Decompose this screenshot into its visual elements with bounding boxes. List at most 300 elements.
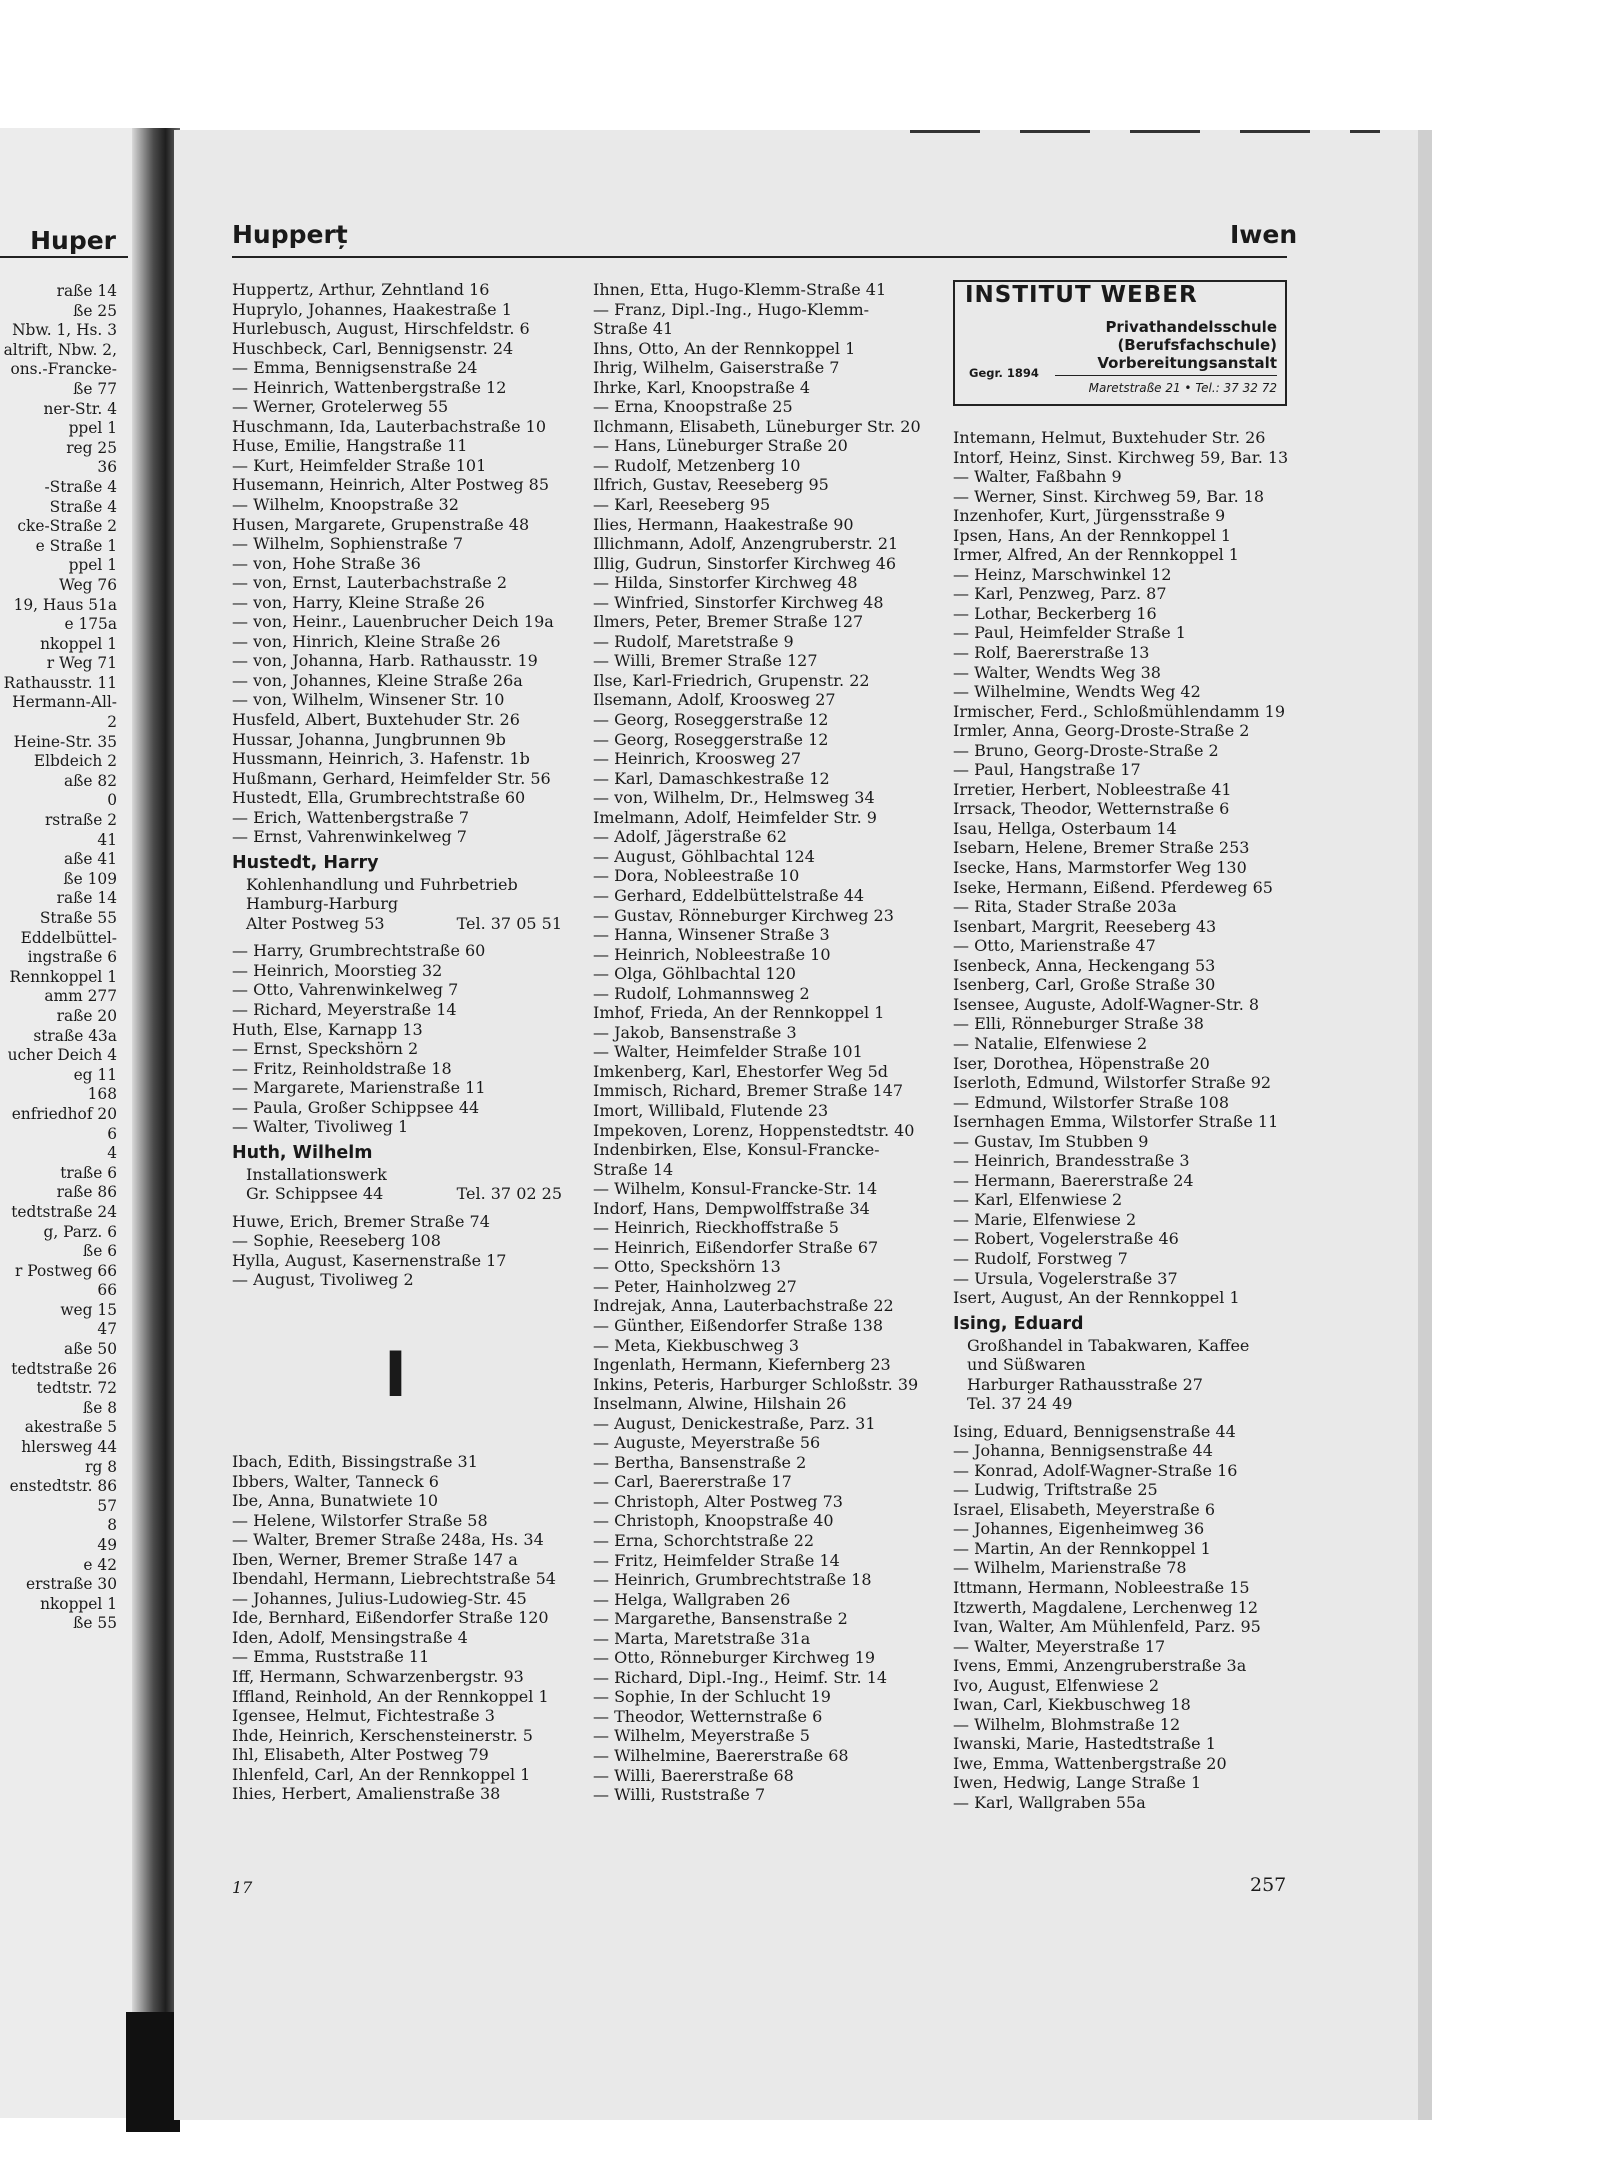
advert-rule <box>1055 375 1277 376</box>
directory-entry: — Heinrich, Wattenbergstraße 12 <box>232 377 507 397</box>
directory-entry: Isebarn, Helene, Bremer Straße 253 <box>953 838 1250 858</box>
directory-entry: — Christoph, Alter Postweg 73 <box>593 1491 843 1511</box>
directory-entry: — Christoph, Knoopstraße 40 <box>593 1511 834 1531</box>
previous-page-line: ße 109 <box>63 869 117 888</box>
directory-entry: — von, Ernst, Lauterbachstraße 2 <box>232 573 507 593</box>
directory-entry: — Johanna, Bennigsenstraße 44 <box>953 1441 1213 1461</box>
previous-page-line: raße 14 <box>56 282 117 300</box>
running-header-right: Iwen <box>1230 220 1298 249</box>
previous-page-line: 36 <box>97 458 117 477</box>
directory-entry: — Walter, Wendts Weg 38 <box>953 662 1161 682</box>
advert-line-1: Privathandelsschule <box>1105 318 1277 336</box>
directory-entry: — Walter, Heimfelder Straße 101 <box>593 1042 863 1062</box>
directory-entry: — Ursula, Vogelerstraße 37 <box>953 1268 1178 1288</box>
directory-entry: — Werner, Sinst. Kirchweg 59, Bar. 18 <box>953 486 1265 506</box>
directory-entry: — Winfried, Sinstorfer Kirchweg 48 <box>593 592 884 612</box>
directory-entry: — Bruno, Georg-Droste-Straße 2 <box>953 740 1219 760</box>
directory-entry: Hurlebusch, August, Hirschfeldstr. 6 <box>232 319 530 339</box>
previous-page-line: akestraße 5 <box>24 1418 117 1437</box>
previous-page-lines <box>0 282 117 1634</box>
directory-entry: — Heinrich, Nobleestraße 10 <box>593 944 831 964</box>
previous-page-line: reg 25 <box>66 438 117 457</box>
directory-entry: — Erna, Knoopstraße 25 <box>593 397 793 417</box>
directory-entry: — Georg, Roseggerstraße 12 <box>593 729 829 749</box>
directory-entry: Isert, August, An der Rennkoppel 1 <box>953 1288 1240 1308</box>
directory-entry: — Martin, An der Rennkoppel 1 <box>953 1538 1211 1558</box>
directory-entry: Hußmann, Gerhard, Heimfelder Str. 56 <box>232 768 551 788</box>
previous-page-line: Weg 76 <box>59 575 117 594</box>
directory-entry: Huschmann, Ida, Lauterbachstraße 10 <box>232 416 546 436</box>
previous-page-line: ße 6 <box>82 1242 117 1261</box>
directory-entry: — Günther, Eißendorfer Straße 138 <box>593 1315 884 1335</box>
page-signature: 17 <box>232 1878 253 1897</box>
running-header-left: Hupperț <box>232 220 348 249</box>
directory-entry: Irmischer, Ferd., Schloßmühlendamm 19 <box>953 701 1286 721</box>
directory-entry: — Erich, Wattenbergstraße 7 <box>232 807 470 827</box>
previous-page-header: Huper <box>30 226 116 255</box>
directory-entry: Iwe, Emma, Wattenbergstraße 20 <box>953 1753 1227 1773</box>
header-rule <box>232 256 1287 258</box>
directory-entry: — Richard, Meyerstraße 14 <box>232 1000 457 1019</box>
previous-page-line: 4 <box>107 1144 117 1163</box>
directory-entry: — Fritz, Heimfelder Straße 14 <box>593 1550 840 1570</box>
directory-entry: Ihrke, Karl, Knoopstraße 4 <box>593 377 811 397</box>
previous-page-line: traße 6 <box>60 1163 117 1182</box>
directory-entry: — von, Johanna, Harb. Rathausstr. 19 <box>232 651 538 671</box>
directory-entry: — Paul, Hangstraße 17 <box>953 760 1141 780</box>
previous-page-line: amm 277 <box>44 987 117 1006</box>
directory-entry: — Rolf, Baererstraße 13 <box>953 643 1150 663</box>
directory-entry: — Willi, Bremer Straße 127 <box>593 651 818 671</box>
directory-entry: — Johannes, Julius-Ludowieg-Str. 45 <box>232 1588 527 1608</box>
directory-entry: — Rudolf, Maretstraße 9 <box>593 631 794 651</box>
directory-entry: Ibendahl, Hermann, Liebrechtstraße 54 <box>232 1569 556 1589</box>
directory-entry: — Ernst, Vahrenwinkelweg 7 <box>232 827 467 847</box>
page-number: 257 <box>1250 1874 1287 1896</box>
previous-page-line: 6 <box>107 1124 117 1143</box>
directory-entry: Isernhagen Emma, Wilstorfer Straße 11 <box>953 1112 1279 1132</box>
directory-entry: Hustedt, Ella, Grumbrechtstraße 60 <box>232 788 526 808</box>
directory-entry: — Peter, Hainholzweg 27 <box>593 1276 797 1296</box>
directory-entry: Ibbers, Walter, Tanneck 6 <box>232 1471 439 1491</box>
previous-page-line: e 42 <box>83 1555 117 1574</box>
directory-entry: — von, Wilhelm, Dr., Helmsweg 34 <box>593 788 875 808</box>
directory-entry: Irrsack, Theodor, Wetternstraße 6 <box>953 799 1230 819</box>
directory-entry: — Hanna, Winsener Straße 3 <box>593 925 830 945</box>
directory-entry: — von, Hinrich, Kleine Straße 26 <box>232 631 501 651</box>
directory-entry: Imhof, Frieda, An der Rennkoppel 1 <box>593 1003 885 1023</box>
directory-entry: Irmler, Anna, Georg-Droste-Straße 2 <box>953 721 1250 741</box>
directory-entry: — Heinrich, Brandesstraße 3 <box>953 1151 1190 1171</box>
previous-page-line: g, Parz. 6 <box>43 1222 117 1241</box>
directory-entry: — Theodor, Wetternstraße 6 <box>593 1706 823 1726</box>
directory-entry: Husen, Margarete, Grupenstraße 48 <box>232 514 530 534</box>
business-listing <box>232 1141 562 1204</box>
business-detail: Großhandel in Tabakwaren, Kaffee <box>967 1335 1250 1355</box>
business-contact-row <box>232 914 562 934</box>
directory-entry: — Heinrich, Rieckhoffstraße 5 <box>593 1218 839 1238</box>
directory-entry: Ilfrich, Gustav, Reeseberg 95 <box>593 475 829 495</box>
directory-entry: Iserloth, Edmund, Wilstorfer Straße 92 <box>953 1073 1272 1093</box>
directory-entry: — Heinrich, Moorstieg 32 <box>232 960 443 980</box>
directory-entry: Ihnen, Etta, Hugo-Klemm-Straße 41 <box>593 280 887 299</box>
directory-entry: Intemann, Helmut, Buxtehuder Str. 26 <box>953 428 1266 447</box>
previous-page-line: aße 50 <box>63 1340 117 1359</box>
previous-page-line: -Straße 4 <box>44 477 117 496</box>
directory-entry: Isau, Hellga, Osterbaum 14 <box>953 818 1177 838</box>
directory-entry: Iben, Werner, Bremer Straße 147 a <box>232 1549 518 1569</box>
previous-page-rule <box>0 256 128 258</box>
directory-entry: — Hermann, Baererstraße 24 <box>953 1170 1194 1190</box>
directory-entry: — Heinrich, Grumbrechtstraße 18 <box>593 1570 872 1590</box>
previous-page-line: hlersweg 44 <box>21 1438 117 1457</box>
directory-entry: Huppertz, Arthur, Zehntland 16 <box>232 280 490 299</box>
directory-entry: — Karl, Penzweg, Parz. 87 <box>953 584 1167 604</box>
previous-page-line: 57 <box>97 1496 117 1515</box>
previous-page-line: altrift, Nbw. 2, <box>3 340 117 359</box>
directory-entry: — Fritz, Reinholdstraße 18 <box>232 1058 452 1078</box>
previous-page-line: ße 77 <box>73 379 117 398</box>
directory-entry: — Otto, Speckshörn 13 <box>593 1257 781 1277</box>
previous-page-line: e 175a <box>64 615 117 634</box>
directory-entry: — Richard, Dipl.-Ing., Heimf. Str. 14 <box>593 1667 888 1687</box>
directory-entry: — Heinz, Marschwinkel 12 <box>953 564 1172 584</box>
directory-entry: Iwan, Carl, Kiekbuschweg 18 <box>953 1695 1191 1715</box>
previous-page-line: 47 <box>97 1320 117 1339</box>
advert-line-2: (Berufsfachschule) <box>1117 336 1277 354</box>
directory-entry: — Rudolf, Lohmannsweg 2 <box>593 983 810 1003</box>
directory-entry: — August, Göhlbachtal 124 <box>593 846 815 866</box>
directory-entry: Illig, Gudrun, Sinstorfer Kirchweg 46 <box>593 553 897 573</box>
directory-entry: — von, Johannes, Kleine Straße 26a <box>232 670 523 690</box>
directory-entry: Iden, Adolf, Mensingstraße 4 <box>232 1627 468 1647</box>
directory-entry: — Wilhelm, Konsul-Francke-Str. 14 <box>593 1179 878 1199</box>
directory-entry: — Walter, Faßbahn 9 <box>953 467 1122 487</box>
directory-entry: — Otto, Marienstraße 47 <box>953 936 1156 956</box>
business-name: Huth, Wilhelm <box>232 1142 373 1163</box>
previous-page-line: 2 <box>107 713 117 732</box>
directory-entry: — Karl, Damaschkestraße 12 <box>593 768 830 788</box>
previous-page-line: Heine-Str. 35 <box>13 732 117 751</box>
directory-entry: — Robert, Vogelerstraße 46 <box>953 1229 1179 1249</box>
directory-entry: — Marie, Elfenwiese 2 <box>953 1209 1137 1229</box>
directory-entry: Ivo, August, Elfenwiese 2 <box>953 1675 1160 1695</box>
directory-entry: Ilmers, Peter, Bremer Straße 127 <box>593 612 864 632</box>
business-address: Gr. Schippsee 44 <box>246 1184 384 1204</box>
directory-entry: — Kurt, Heimfelder Straße 101 <box>232 455 487 475</box>
directory-entry: — Emma, Bennigsenstraße 24 <box>232 358 478 378</box>
column-3-entries <box>953 428 1288 1813</box>
previous-page-line: e Straße 1 <box>35 536 117 555</box>
directory-entry: — Johannes, Eigenheimweg 36 <box>953 1519 1205 1539</box>
previous-page-line: tedtstraße 24 <box>11 1202 117 1221</box>
directory-entry: Isenbart, Margrit, Reeseberg 43 <box>953 916 1217 936</box>
directory-entry: — Ludwig, Triftstraße 25 <box>953 1480 1158 1500</box>
directory-entry: Iffland, Reinhold, An der Rennkoppel 1 <box>232 1686 549 1706</box>
previous-page-line: 0 <box>107 791 117 810</box>
directory-entry: Immisch, Richard, Bremer Straße 147 <box>593 1081 904 1101</box>
previous-page-line: ße 55 <box>73 1614 117 1633</box>
directory-entry: — Wilhelm, Meyerstraße 5 <box>593 1726 810 1746</box>
previous-page-line: tedtstraße 26 <box>11 1359 117 1378</box>
directory-entry: Isenbeck, Anna, Heckengang 53 <box>953 955 1216 975</box>
directory-entry: Imelmann, Adolf, Heimfelder Str. 9 <box>593 807 877 827</box>
business-name: Hustedt, Harry <box>232 852 379 873</box>
directory-entry: Ihrig, Wilhelm, Gaiserstraße 7 <box>593 358 840 378</box>
directory-entry: — Paula, Großer Schippsee 44 <box>232 1097 480 1117</box>
previous-page-line: ppel 1 <box>68 419 117 438</box>
previous-page-line: tedtstr. 72 <box>36 1379 117 1398</box>
directory-entry: Iff, Hermann, Schwarzenbergstr. 93 <box>232 1667 524 1687</box>
directory-entry: — Marta, Maretstraße 31a <box>593 1628 811 1648</box>
previous-page-line: Rathausstr. 11 <box>3 673 117 692</box>
directory-entry: — Hans, Lüneburger Straße 20 <box>593 436 848 456</box>
directory-entry: Ihns, Otto, An der Rennkoppel 1 <box>593 338 856 358</box>
directory-entry: — Dora, Nobleestraße 10 <box>593 866 800 886</box>
directory-entry: Huth, Else, Karnapp 13 <box>232 1019 423 1039</box>
previous-page-line: raße 20 <box>56 1006 117 1025</box>
directory-column-1 <box>232 280 562 1804</box>
previous-page-line: weg 15 <box>60 1300 117 1319</box>
directory-entry: — Harry, Grumbrechtstraße 60 <box>232 941 486 961</box>
previous-page-line: Elbdeich 2 <box>33 752 117 771</box>
directory-entry: Indrejak, Anna, Lauterbachstraße 22 <box>593 1296 894 1316</box>
directory-entry: Ihies, Herbert, Amalienstraße 38 <box>232 1784 501 1804</box>
directory-entry: — Bertha, Bansenstraße 2 <box>593 1452 807 1472</box>
directory-entry: Straße 41 <box>593 319 674 339</box>
directory-entry: — Erna, Schorchtstraße 22 <box>593 1531 815 1550</box>
previous-page-line: raße 86 <box>56 1183 117 1202</box>
directory-entry: Ittmann, Hermann, Nobleestraße 15 <box>953 1577 1250 1597</box>
directory-entry: — Hilda, Sinstorfer Kirchweg 48 <box>593 573 858 593</box>
directory-entry: Ipsen, Hans, An der Rennkoppel 1 <box>953 525 1232 545</box>
directory-entry: — Jakob, Bansenstraße 3 <box>593 1022 797 1042</box>
directory-column-2 <box>593 280 928 1805</box>
directory-entry: Inzenhofer, Kurt, Jürgensstraße 9 <box>953 506 1226 526</box>
directory-entry: — Paul, Heimfelder Straße 1 <box>953 623 1186 643</box>
previous-page-line: 19, Haus 51a <box>13 595 117 614</box>
business-detail: Harburger Rathausstraße 27 <box>967 1374 1203 1394</box>
previous-page-line: r Postweg 66 <box>15 1261 117 1280</box>
directory-entry: — Wilhelm, Marienstraße 78 <box>953 1558 1187 1578</box>
directory-entry: — Walter, Bremer Straße 248a, Hs. 34 <box>232 1530 544 1550</box>
directory-entry: — Helene, Wilstorfer Straße 58 <box>232 1510 488 1530</box>
directory-entry: Illichmann, Adolf, Anzengruberstr. 21 <box>593 534 899 554</box>
directory-entry: Ilsemann, Adolf, Kroosweg 27 <box>593 690 836 710</box>
directory-entry: — Wilhelm, Blohmstraße 12 <box>953 1714 1181 1734</box>
directory-entry: — Heinrich, Eißendorfer Straße 67 <box>593 1237 879 1257</box>
directory-entry: — Helga, Wallgraben 26 <box>593 1589 791 1609</box>
directory-entry: Intorf, Heinz, Sinst. Kirchweg 59, Bar. 13 <box>953 447 1289 467</box>
previous-page-line: r Weg 71 <box>46 654 117 673</box>
directory-entry: — Otto, Vahrenwinkelweg 7 <box>232 980 459 1000</box>
directory-entry: — Elli, Rönneburger Straße 38 <box>953 1014 1204 1034</box>
book-gutter <box>132 128 180 2118</box>
directory-entry: — von, Harry, Kleine Straße 26 <box>232 592 485 612</box>
previous-page-line: ucher Deich 4 <box>7 1046 117 1065</box>
previous-page-line: ons.-Francke- <box>10 360 117 379</box>
directory-entry: Ilse, Karl-Friedrich, Grupenstr. 22 <box>593 670 870 690</box>
directory-entry: — Natalie, Elfenwiese 2 <box>953 1033 1148 1053</box>
directory-entry: — Gustav, Im Stubben 9 <box>953 1131 1149 1151</box>
directory-entry: Ilies, Hermann, Haakestraße 90 <box>593 514 854 534</box>
directory-entry: — August, Denickestraße, Parz. 31 <box>593 1413 876 1433</box>
previous-page-line: ppel 1 <box>68 556 117 575</box>
directory-entry: — Georg, Roseggerstraße 12 <box>593 710 829 730</box>
business-detail: Hamburg-Harburg <box>246 894 399 914</box>
directory-entry: Iwen, Hedwig, Lange Straße 1 <box>953 1773 1202 1793</box>
previous-page-line: Eddelbüttel- <box>20 928 117 947</box>
section-letter: I <box>384 1338 408 1412</box>
business-listing <box>953 1312 1288 1414</box>
business-detail: Installationswerk <box>246 1164 387 1184</box>
top-edge-marks <box>910 130 1380 133</box>
directory-entry: Huwe, Erich, Bremer Straße 74 <box>232 1211 490 1231</box>
directory-entry: — Carl, Baererstraße 17 <box>593 1472 792 1492</box>
previous-page-line: Straße 4 <box>49 497 117 516</box>
directory-entry: Hussmann, Heinrich, 3. Hafenstr. 1b <box>232 749 530 769</box>
directory-entry: Huschbeck, Carl, Bennigsenstr. 24 <box>232 338 514 358</box>
directory-entry: — August, Tivoliweg 2 <box>232 1270 414 1290</box>
directory-entry: — Olga, Göhlbachtal 120 <box>593 964 796 984</box>
directory-entry: — Rudolf, Metzenberg 10 <box>593 455 801 475</box>
directory-entry: Ivan, Walter, Am Mühlenfeld, Parz. 95 <box>953 1617 1261 1637</box>
directory-entry: Ilchmann, Elisabeth, Lüneburger Str. 20 <box>593 416 921 436</box>
directory-entry: — Rita, Stader Straße 203a <box>953 897 1177 917</box>
directory-entry: — Emma, Ruststraße 11 <box>232 1647 430 1667</box>
previous-page-line: rg 8 <box>85 1457 117 1476</box>
directory-entry: Ide, Bernhard, Eißendorfer Straße 120 <box>232 1608 549 1628</box>
directory-entry: Ibach, Edith, Bissingstraße 31 <box>232 1452 478 1472</box>
directory-entry: — Margarete, Marienstraße 11 <box>232 1078 486 1098</box>
directory-entry: Inkins, Peteris, Harburger Schloßstr. 39 <box>593 1374 919 1394</box>
directory-entry: — Margarethe, Bansenstraße 2 <box>593 1609 848 1629</box>
directory-entry: — Wilhelm, Sophienstraße 7 <box>232 534 463 554</box>
previous-page-line: enfriedhof 20 <box>11 1104 117 1123</box>
business-name: Ising, Eduard <box>953 1313 1084 1334</box>
directory-entry: — Karl, Reeseberg 95 <box>593 495 771 515</box>
directory-entry: — Werner, Grotelerweg 55 <box>232 397 449 417</box>
directory-entry: — Konrad, Adolf-Wagner-Straße 16 <box>953 1460 1238 1480</box>
directory-entry: Igensee, Helmut, Fichtestraße 3 <box>232 1706 495 1726</box>
previous-page-line: straße 43a <box>33 1026 117 1045</box>
previous-page-line: aße 41 <box>63 850 117 869</box>
directory-entry: Ingenlath, Hermann, Kiefernberg 23 <box>593 1355 891 1375</box>
directory-entry: — von, Hohe Straße 36 <box>232 553 421 573</box>
directory-entry: Irretier, Herbert, Nobleestraße 41 <box>953 779 1232 799</box>
previous-page-line: Hermann-All- <box>12 693 117 712</box>
previous-page-line: Nbw. 1, Hs. 3 <box>12 321 117 340</box>
previous-page-line: aße 82 <box>63 771 117 790</box>
directory-entry: Isecke, Hans, Marmstorfer Weg 130 <box>953 858 1247 878</box>
directory-entry: Impekoven, Lorenz, Hoppenstedtstr. 40 <box>593 1120 915 1140</box>
business-contact-row <box>232 1184 562 1204</box>
previous-page-line: nkoppel 1 <box>40 634 117 653</box>
business-phone: Tel. 37 05 51 <box>456 913 562 933</box>
directory-entry: Ihl, Elisabeth, Alter Postweg 79 <box>232 1745 489 1765</box>
directory-entry: — Wilhelmine, Wendts Weg 42 <box>953 682 1201 702</box>
advert-address: Maretstraße 21 • Tel.: 37 32 72 <box>1088 381 1277 395</box>
directory-entry: — Sophie, Reeseberg 108 <box>232 1231 441 1251</box>
previous-page-line: 49 <box>97 1536 117 1554</box>
directory-entry: Indenbirken, Else, Konsul-Francke- <box>593 1140 880 1160</box>
directory-entry: Huprylo, Johannes, Haakestraße 1 <box>232 299 512 319</box>
advert-founded: Gegr. 1894 <box>969 366 1039 380</box>
directory-entry: — Karl, Elfenwiese 2 <box>953 1190 1123 1210</box>
previous-page-line: ße 8 <box>82 1398 117 1417</box>
directory-entry: Indorf, Hans, Dempwolffstraße 34 <box>593 1198 870 1218</box>
advert-line-3: Vorbereitungsanstalt <box>1097 354 1277 372</box>
previous-page-line: 8 <box>107 1516 117 1535</box>
directory-entry: — Gerhard, Eddelbüttelstraße 44 <box>593 885 865 905</box>
directory-entry: — Meta, Kiekbuschweg 3 <box>593 1335 800 1355</box>
previous-page-line: ingstraße 6 <box>27 948 117 967</box>
directory-entry: — Otto, Rönneburger Kirchweg 19 <box>593 1648 876 1668</box>
directory-entry: — Walter, Meyerstraße 17 <box>953 1636 1166 1656</box>
directory-entry: Imkenberg, Karl, Ehestorfer Weg 5d <box>593 1061 889 1081</box>
previous-page-line: 168 <box>87 1085 117 1104</box>
directory-entry: — Wilhelmine, Baererstraße 68 <box>593 1746 849 1766</box>
previous-page-line: Rennkoppel 1 <box>9 967 117 986</box>
directory-entry: Isenberg, Carl, Große Straße 30 <box>953 975 1216 995</box>
previous-page-line: erstraße 30 <box>26 1575 117 1594</box>
directory-entry: Ivens, Emmi, Anzengruberstraße 3a <box>953 1656 1247 1676</box>
page-edge-shadow <box>1418 130 1432 2120</box>
directory-entry: Ising, Eduard, Bennigsenstraße 44 <box>953 1421 1236 1441</box>
directory-entry: Iseke, Hermann, Eißend. Pferdeweg 65 <box>953 877 1273 897</box>
directory-entry: — Willi, Baererstraße 68 <box>593 1765 794 1785</box>
previous-page-line: enstedtstr. 86 <box>9 1477 117 1496</box>
directory-entry: — Gustav, Rönneburger Kirchweg 23 <box>593 905 894 925</box>
previous-page-line: cke-Straße 2 <box>17 517 117 536</box>
directory-entry: — Lothar, Beckerberg 16 <box>953 603 1157 623</box>
previous-page-line: 66 <box>97 1281 117 1300</box>
directory-entry: — Karl, Wallgraben 55a <box>953 1793 1146 1812</box>
business-listing <box>232 851 562 934</box>
directory-entry: Iwanski, Marie, Hastedtstraße 1 <box>953 1734 1216 1754</box>
previous-page-line: raße 14 <box>56 889 117 908</box>
previous-page-line: Straße 55 <box>39 909 117 927</box>
directory-entry: Hylla, August, Kasernenstraße 17 <box>232 1250 507 1270</box>
business-detail: und Süßwaren <box>967 1355 1086 1375</box>
directory-entry: — Wilhelm, Knoopstraße 32 <box>232 495 459 515</box>
business-address: Alter Postweg 53 <box>246 913 385 933</box>
directory-entry: — Walter, Tivoliweg 1 <box>232 1117 409 1137</box>
previous-page-line: ße 25 <box>73 301 117 320</box>
directory-entry: Husfeld, Albert, Buxtehuder Str. 26 <box>232 710 520 730</box>
business-detail: Tel. 37 24 49 <box>967 1394 1073 1414</box>
directory-entry: Ihlenfeld, Carl, An der Rennkoppel 1 <box>232 1764 531 1784</box>
directory-entry: Hussar, Johanna, Jungbrunnen 9b <box>232 729 506 749</box>
directory-entry: Imort, Willibald, Flutende 23 <box>593 1100 829 1120</box>
directory-entry: Irmer, Alfred, An der Rennkoppel 1 <box>953 545 1239 565</box>
advert-name: INSTITUT WEBER <box>965 282 1198 308</box>
directory-entry: Huse, Emilie, Hangstraße 11 <box>232 436 468 456</box>
directory-column-3 <box>953 280 1288 1813</box>
previous-page-line: 41 <box>97 830 117 849</box>
directory-entry: — Adolf, Jägerstraße 62 <box>593 827 787 847</box>
directory-entry: — Heinrich, Kroosweg 27 <box>593 749 802 769</box>
directory-entry: Ibe, Anna, Bunatwiete 10 <box>232 1491 439 1511</box>
directory-entry: Isensee, Auguste, Adolf-Wagner-Str. 8 <box>953 994 1260 1014</box>
spine-mark <box>126 2012 180 2132</box>
directory-entry: Husemann, Heinrich, Alter Postweg 85 <box>232 475 550 495</box>
directory-entry: — Edmund, Wilstorfer Straße 108 <box>953 1092 1230 1112</box>
directory-entry: Israel, Elisabeth, Meyerstraße 6 <box>953 1499 1216 1519</box>
directory-entry: Itzwerth, Magdalene, Lerchenweg 12 <box>953 1597 1259 1617</box>
business-detail: Kohlenhandlung und Fuhrbetrieb <box>246 874 518 894</box>
directory-entry: Iser, Dorothea, Höpenstraße 20 <box>953 1053 1210 1073</box>
